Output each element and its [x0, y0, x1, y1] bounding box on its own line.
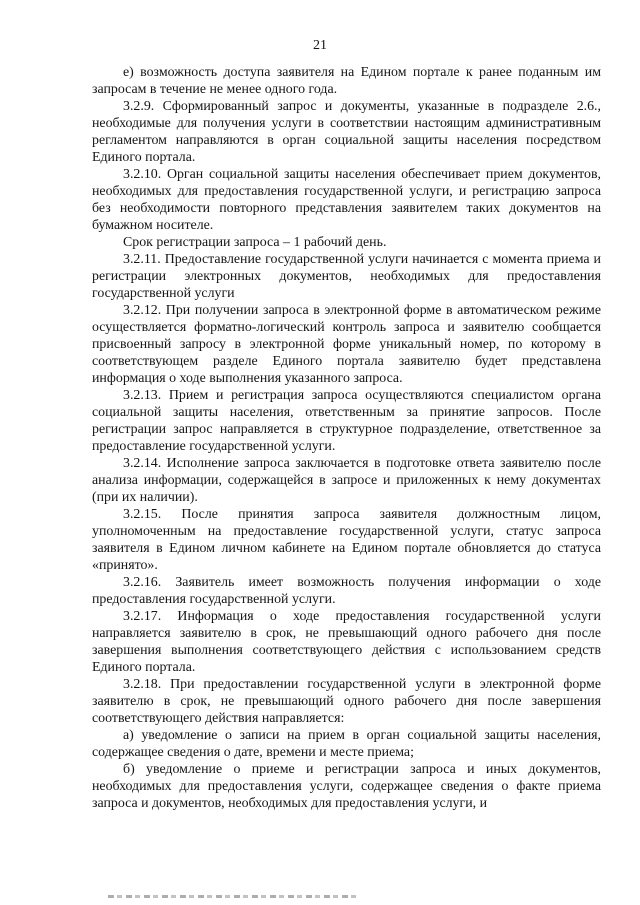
paragraph-3-2-17: 3.2.17. Информация о ходе предоставления государственной услуги направляется заявителю в срок, не превышающий одного рабочего дня после завершения выполнения соответствующего действия с использованием средств Единого портала. [92, 609, 601, 675]
paragraph-3-2-16: 3.2.16. Заявитель имеет возможность получения информации о ходе предоставления государственной услуги. [92, 575, 601, 607]
paragraph-3-2-10: 3.2.10. Орган социальной защиты населения обеспечивает прием документов, необходимых для предоставления государственной услуги, и регистрацию запроса без необходимости повторного представления заявителем таких документов на бумажном носителе. [92, 167, 601, 233]
paragraph-3-2-14: 3.2.14. Исполнение запроса заключается в подготовке ответа заявителю после анализа информации, содержащейся в запросе и приложенных к нему документах (при их наличии). [92, 456, 601, 505]
paragraph-3-2-11: 3.2.11. Предоставление государственной услуги начинается с момента приема и регистрации электронных документов, необходимых для предоставления государственной услуги [92, 252, 601, 301]
paragraph-b: б) уведомление о приеме и регистрации запроса и иных документов, необходимых для предоставления услуги, содержащее сведения о факте приема запроса и документов, необходимых для предоставления услуги, и [92, 762, 601, 811]
paragraph-3-2-18: 3.2.18. При предоставлении государственной услуги в электронной форме заявителю в срок, не превышающий одного рабочего дня после завершения соответствующего действия направляется: [92, 677, 601, 726]
paragraph-3-2-13: 3.2.13. Прием и регистрация запроса осуществляются специалистом органа социальной защиты населения, ответственным за принятие запросов. После регистрации запрос направляется в структурное подразделение, ответственное за предоставление государственной услуги. [92, 388, 601, 454]
page-number: 21 [313, 38, 327, 53]
paragraph-a: а) уведомление о записи на прием в орган социальной защиты населения, содержащее сведения о дате, времени и месте приема; [92, 728, 601, 760]
paragraph-3-2-15: 3.2.15. После принятия запроса заявителя должностным лицом, уполномоченным на предоставление государственной услуги, статус запроса заявителя в Едином личном кабинете на Едином портале обновляется до статуса «принято». [92, 507, 601, 573]
document-body [92, 64, 601, 812]
paragraph-3-2-9: 3.2.9. Сформированный запрос и документы, указанные в подразделе 2.6., необходимые для получения услуги в соответствии настоящим административным регламентом направляются в орган социальной защиты населения посредством Единого портала. [92, 99, 601, 165]
paragraph-registration-term: Срок регистрации запроса – 1 рабочий день. [123, 235, 387, 250]
paragraph-e: е) возможность доступа заявителя на Едином портале к ранее поданным им запросам в течение не менее одного года. [92, 65, 601, 97]
scan-edge-artifact [108, 895, 358, 898]
paragraph-3-2-12: 3.2.12. При получении запроса в электронной форме в автоматическом режиме осуществляется форматно-логический контроль запроса и заявителю сообщается присвоенный запросу в электронной форме уникальный номер, по которому в соответствующем разделе Единого портала заявителю будет представлена информация о ходе выполнения указанного запроса. [92, 303, 601, 386]
